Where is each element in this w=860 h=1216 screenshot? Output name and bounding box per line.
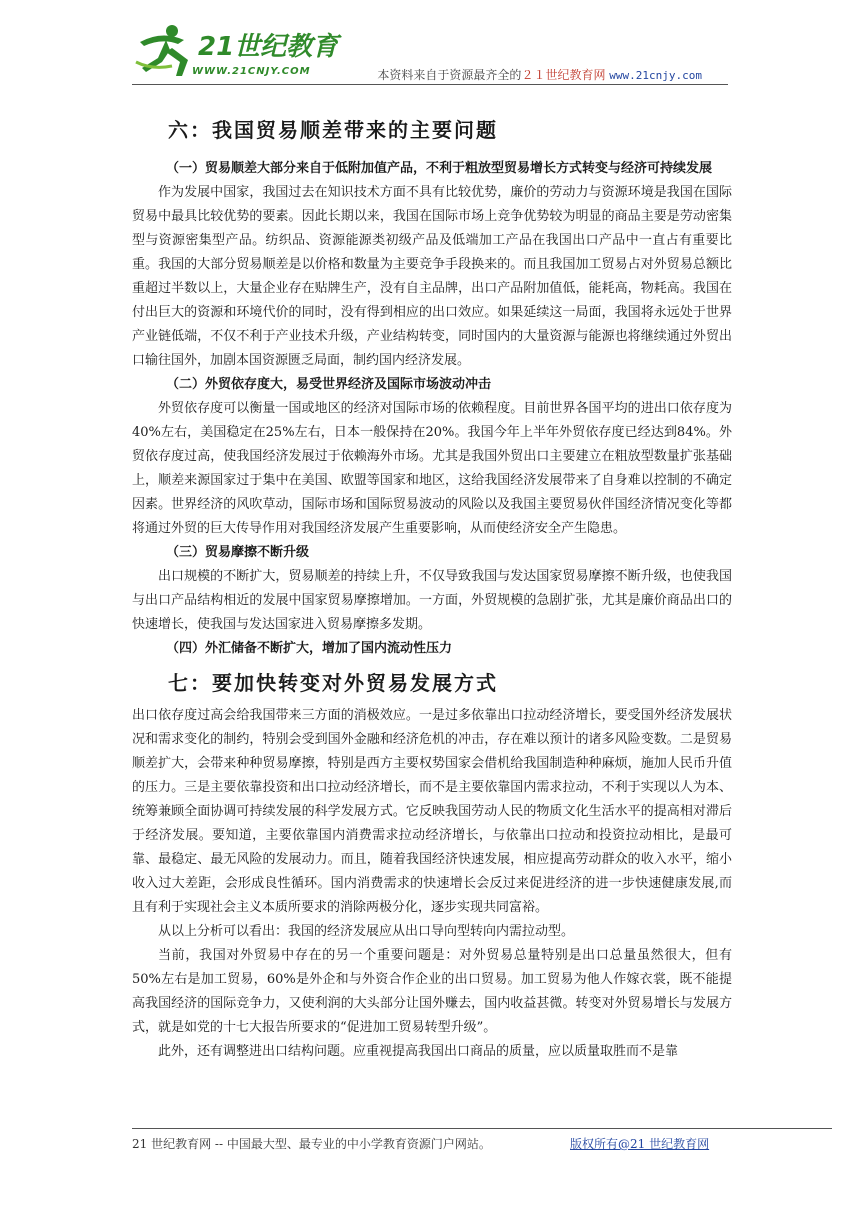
section7-para3: 当前，我国对外贸易中存在的另一个重要问题是：对外贸易总量特别是出口总量虽然很大，但有50%左右是加工贸易，60%是外企和与外资合作企业的出口贸易。加工贸易为他人作嫁衣裳，既不能提高我国经济的国际竞争力，又使利润的大头部分让国外赚去，国内收益甚微。转变对外贸易增长与发展方式，就是如党的十七大报告所要求的“促进加工贸易转型升级”。 [132,948,732,1035]
section6-sub3: （三）贸易摩擦不断升级 [166,545,310,560]
section6-para1: 作为发展中国家，我国过去在知识技术方面不具有比较优势，廉价的劳动力与资源环境是我国在国际贸易中最具比较优势的要素。因此长期以来，我国在国际市场上竞争优势较为明显的商品主要是劳动密集型与资源密集型产品。纺织品、资源能源类初级产品及低端加工产品在我国出口产品中一直占有重要比重。我国的大部分贸易顺差是以价格和数量为主要竞争手段换来的。而且我国加工贸易占对外贸易总额比重超过半数以上，大量企业存在贴牌生产，没有自主品牌，出口产品附加值低，能耗高，物耗高。我国在付出巨大的资源和环境代价的同时，没有得到相应的出口效应。如果延续这一局面，我国将永远处于世界产业链低端，不仅不利于产业技术升级，产业结构转变，同时国内的大量资源与能源也将继续通过外贸出口输往国外，加剧本国资源匮乏局面，制约国内经济发展。 [132,185,732,368]
site-logo[interactable] [132,22,362,82]
section7-title: 七：要加快转变对外贸易发展方式 [168,671,498,695]
logo-url: WWW.21CNJY.COM [192,66,311,77]
section7-para4: 此外，还有调整进出口结构问题。应重视提高我国出口商品的质量，应以质量取胜而不是靠 [158,1044,679,1059]
logo-text: 21世纪教育 [198,32,339,62]
footer-copyright-link[interactable]: 版权所有@21 世纪教育网 [570,1137,710,1151]
footer-text: 21 世纪教育网 -- 中国最大型、最专业的中小学教育资源门户网站。 [132,1137,491,1151]
section6-sub4: （四）外汇储备不断扩大，增加了国内流动性压力 [166,641,453,656]
header-url-link[interactable]: www.21cnjy.com [609,69,702,82]
header-note-prefix: 本资料来自于资源最齐全的 [377,68,522,82]
document-body [132,108,732,1064]
section6-sub2: （二）外贸依存度大，易受世界经济及国际市场波动冲击 [166,377,492,392]
header-note [377,66,702,83]
page-header [132,18,728,85]
section6-sub1: （一）贸易顺差大部分来自于低附加值产品，不利于粗放型贸易增长方式转变与经济可持续发展 [166,161,713,176]
page-footer [132,1128,832,1152]
section7-para2: 从以上分析可以看出：我国的经济发展应从出口导向型转向内需拉动型。 [158,924,575,939]
header-site-link[interactable]: ２１世纪教育网 [521,68,606,82]
section7-para1: 出口依存度过高会给我国带来三方面的消极效应。一是过多依靠出口拉动经济增长，要受国外经济发展状况和需求变化的制约，特别会受到国外金融和经济危机的冲击，存在难以预计的诸多风险变数。二是贸易顺差扩大，会带来种种贸易摩擦，特别是西方主要权势国家会借机给我国制造种种麻烦，施加人民币升值的压力。三是主要依靠投资和出口拉动经济增长，而不是主要依靠国内需求拉动，不利于实现以人为本、统筹兼顾全面协调可持续发展的科学发展方式。它反映我国劳动人民的物质文化生活水平的提高相对滞后于经济发展。要知道，主要依靠国内消费需求拉动经济增长，与依靠出口拉动和投资拉动相比，是最可靠、最稳定、最无风险的发展动力。而且，随着我国经济快速发展，相应提高劳动群众的收入水平，缩小收入过大差距，会形成良性循环。国内消费需求的快速增长会反过来促进经济的进一步快速健康发展,而且有利于实现社会主义本质所要求的消除两极分化，逐步实现共同富裕。 [132,708,732,915]
section6-para3: 出口规模的不断扩大，贸易顺差的持续上升，不仅导致我国与发达国家贸易摩擦不断升级，也使我国与出口产品结构相近的发展中国家贸易摩擦增加。一方面，外贸规模的急剧扩张，尤其是廉价商品出口的快速增长，使我国与发达国家进入贸易摩擦多发期。 [132,569,732,632]
section6-para2: 外贸依存度可以衡量一国或地区的经济对国际市场的依赖程度。目前世界各国平均的进出口依存度为40%左右，美国稳定在25%左右，日本一般保持在20%。我国今年上半年外贸依存度已经达到84%。外贸依存度过高，使我国经济发展过于依赖海外市场。尤其是我国外贸出口主要建立在粗放型数量扩张基础上，顺差来源国家过于集中在美国、欧盟等国家和地区，这给我国经济发展带来了自身难以控制的不确定因素。世界经济的风吹草动，国际市场和国际贸易波动的风险以及我国主要贸易伙伴国经济情况变化等都将通过外贸的巨大传导作用对我国经济发展产生重要影响，从而使经济安全产生隐患。 [132,401,732,536]
section6-title: 六：我国贸易顺差带来的主要问题 [168,118,498,142]
